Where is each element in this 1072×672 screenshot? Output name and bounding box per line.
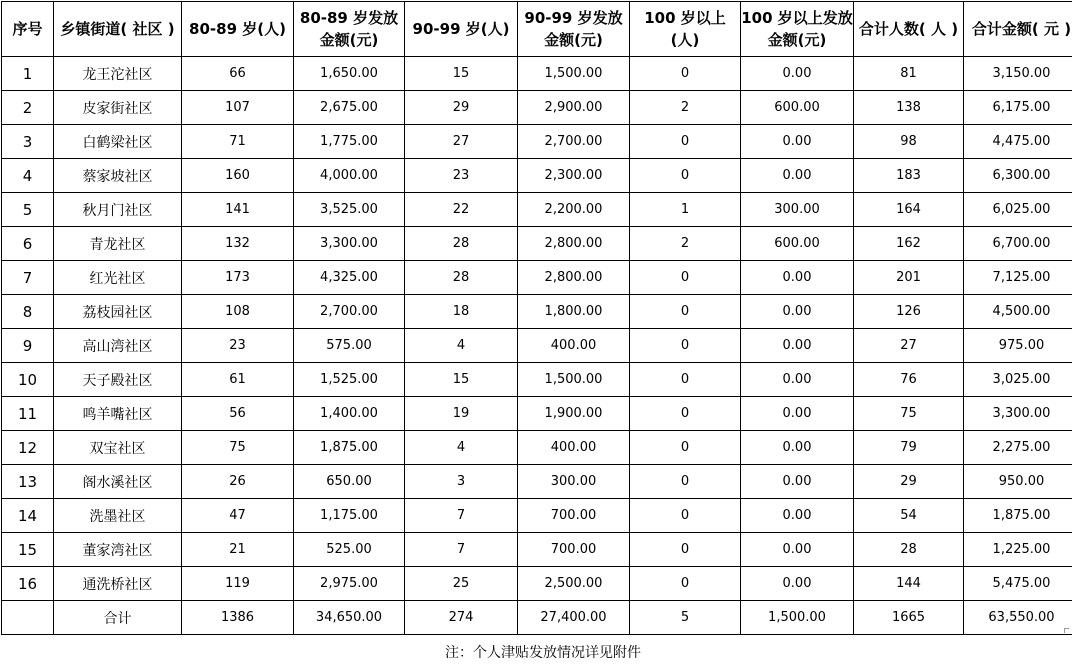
cell-town: 洗墨社区	[54, 499, 182, 533]
cell-amount-90-99: 2,800.00	[518, 227, 630, 261]
cell-count-80-89: 23	[182, 329, 294, 363]
cell-amount-90-99: 700.00	[518, 499, 630, 533]
cell-idx: 8	[2, 295, 54, 329]
cell-amount-80-89: 575.00	[294, 329, 405, 363]
cell-amount-90-99: 2,300.00	[518, 159, 630, 193]
cell-town: 蔡家坡社区	[54, 159, 182, 193]
cell-amount-80-89: 1,775.00	[294, 125, 405, 159]
cell-idx: 9	[2, 329, 54, 363]
cell-idx: 12	[2, 431, 54, 465]
cell-count-100-plus: 0	[630, 261, 741, 295]
cell-total-count: 75	[854, 397, 964, 431]
cell-idx: 10	[2, 363, 54, 397]
table-row	[2, 363, 1072, 397]
cell-amount-80-89: 2,700.00	[294, 295, 405, 329]
cell-count-80-89: 47	[182, 499, 294, 533]
total-row	[2, 601, 1072, 635]
cell-amount-80-89: 3,300.00	[294, 227, 405, 261]
cell-town: 青龙社区	[54, 227, 182, 261]
cell-amount-90-99: 2,500.00	[518, 567, 630, 601]
cell-total-count: 27	[854, 329, 964, 363]
cell-total-count: 98	[854, 125, 964, 159]
cell-town: 皮家街社区	[54, 91, 182, 125]
cell-count-90-99: 27	[405, 125, 518, 159]
cell-idx	[2, 601, 54, 635]
cell-town: 荔枝园社区	[54, 295, 182, 329]
cell-count-80-89: 119	[182, 567, 294, 601]
cell-total-count: 183	[854, 159, 964, 193]
cell-amount-80-89: 4,325.00	[294, 261, 405, 295]
header-total-amount: 合计金额( 元 )	[964, 2, 1072, 57]
table-row	[2, 465, 1072, 499]
cell-amount-100-plus: 0.00	[741, 261, 854, 295]
cell-amount-100-plus: 0.00	[741, 431, 854, 465]
cell-amount-100-plus: 0.00	[741, 295, 854, 329]
cell-amount-80-89: 650.00	[294, 465, 405, 499]
cell-amount-80-89: 525.00	[294, 533, 405, 567]
table-row	[2, 193, 1072, 227]
cell-amount-90-99: 1,500.00	[518, 363, 630, 397]
subsidy-table	[1, 1, 1072, 635]
cell-count-100-plus: 0	[630, 397, 741, 431]
cell-idx: 3	[2, 125, 54, 159]
cell-count-80-89: 108	[182, 295, 294, 329]
cell-total-count: 138	[854, 91, 964, 125]
cell-count-100-plus: 0	[630, 533, 741, 567]
cell-amount-80-89: 3,525.00	[294, 193, 405, 227]
cell-count-80-89: 71	[182, 125, 294, 159]
cell-amount-100-plus: 0.00	[741, 397, 854, 431]
cell-total-count: 79	[854, 431, 964, 465]
cell-town: 合计	[54, 601, 182, 635]
cell-count-80-89: 75	[182, 431, 294, 465]
header-count-100-plus: 100 岁以上(人)	[630, 2, 741, 57]
table-row	[2, 499, 1072, 533]
cell-total-count: 1665	[854, 601, 964, 635]
cell-total-count: 144	[854, 567, 964, 601]
cell-idx: 13	[2, 465, 54, 499]
cell-total-amount: 6,175.00	[964, 91, 1072, 125]
cell-count-100-plus: 0	[630, 363, 741, 397]
cell-total-count: 162	[854, 227, 964, 261]
cell-town: 双宝社区	[54, 431, 182, 465]
cell-count-80-89: 26	[182, 465, 294, 499]
cell-count-90-99: 28	[405, 227, 518, 261]
cell-amount-80-89: 1,175.00	[294, 499, 405, 533]
cell-count-80-89: 132	[182, 227, 294, 261]
cell-total-amount: 975.00	[964, 329, 1072, 363]
cell-amount-90-99: 2,200.00	[518, 193, 630, 227]
cell-total-count: 126	[854, 295, 964, 329]
cell-amount-90-99: 1,500.00	[518, 57, 630, 91]
cell-total-amount: 2,275.00	[964, 431, 1072, 465]
cell-total-count: 54	[854, 499, 964, 533]
cell-amount-100-plus: 0.00	[741, 159, 854, 193]
cell-total-count: 76	[854, 363, 964, 397]
cell-total-count: 28	[854, 533, 964, 567]
cell-count-100-plus: 0	[630, 57, 741, 91]
cell-count-90-99: 15	[405, 57, 518, 91]
cell-town: 通洗桥社区	[54, 567, 182, 601]
footnote: 注：个人津贴发放情况详见附件	[445, 645, 641, 661]
cell-count-90-99: 3	[405, 465, 518, 499]
cell-total-count: 201	[854, 261, 964, 295]
cell-count-90-99: 274	[405, 601, 518, 635]
cell-count-90-99: 23	[405, 159, 518, 193]
header-count-80-89: 80-89 岁(人)	[182, 2, 294, 57]
cell-count-100-plus: 0	[630, 499, 741, 533]
cell-count-90-99: 7	[405, 499, 518, 533]
cell-total-amount: 1,225.00	[964, 533, 1072, 567]
cell-amount-90-99: 2,800.00	[518, 261, 630, 295]
cell-amount-100-plus: 0.00	[741, 465, 854, 499]
cell-total-count: 29	[854, 465, 964, 499]
cell-amount-90-99: 1,900.00	[518, 397, 630, 431]
cell-amount-90-99: 2,700.00	[518, 125, 630, 159]
cell-total-amount: 3,025.00	[964, 363, 1072, 397]
cell-town: 红光社区	[54, 261, 182, 295]
cell-town: 秋月门社区	[54, 193, 182, 227]
cell-amount-80-89: 1,875.00	[294, 431, 405, 465]
cell-town: 白鹤梁社区	[54, 125, 182, 159]
table-row	[2, 567, 1072, 601]
cell-count-80-89: 160	[182, 159, 294, 193]
cell-town: 高山湾社区	[54, 329, 182, 363]
table-row	[2, 533, 1072, 567]
header-amount-100-plus: 100 岁以上发放金额(元)	[741, 2, 854, 57]
cell-count-90-99: 4	[405, 431, 518, 465]
cell-total-amount: 5,475.00	[964, 567, 1072, 601]
cell-count-100-plus: 0	[630, 159, 741, 193]
cell-amount-100-plus: 0.00	[741, 125, 854, 159]
cell-total-count: 81	[854, 57, 964, 91]
cell-count-80-89: 61	[182, 363, 294, 397]
cell-count-90-99: 4	[405, 329, 518, 363]
cell-count-100-plus: 0	[630, 465, 741, 499]
cell-total-amount: 6,700.00	[964, 227, 1072, 261]
cell-count-80-89: 56	[182, 397, 294, 431]
cell-amount-100-plus: 0.00	[741, 57, 854, 91]
cell-idx: 5	[2, 193, 54, 227]
cell-amount-80-89: 1,525.00	[294, 363, 405, 397]
table-row	[2, 227, 1072, 261]
cell-total-amount: 4,500.00	[964, 295, 1072, 329]
header-count-90-99: 90-99 岁(人)	[405, 2, 518, 57]
cell-count-100-plus: 2	[630, 227, 741, 261]
cell-count-80-89: 1386	[182, 601, 294, 635]
cell-amount-80-89: 34,650.00	[294, 601, 405, 635]
cell-total-amount: 3,150.00	[964, 57, 1072, 91]
cell-amount-100-plus: 1,500.00	[741, 601, 854, 635]
table-row	[2, 159, 1072, 193]
table-row	[2, 57, 1072, 91]
cell-total-amount: 4,475.00	[964, 125, 1072, 159]
cell-idx: 6	[2, 227, 54, 261]
table-row	[2, 329, 1072, 363]
cell-amount-100-plus: 0.00	[741, 567, 854, 601]
cell-amount-100-plus: 0.00	[741, 363, 854, 397]
table-row	[2, 397, 1072, 431]
cell-count-100-plus: 0	[630, 295, 741, 329]
header-total-count: 合计人数( 人 )	[854, 2, 964, 57]
cell-amount-100-plus: 300.00	[741, 193, 854, 227]
table-row	[2, 431, 1072, 465]
cell-total-amount: 6,025.00	[964, 193, 1072, 227]
cell-count-90-99: 15	[405, 363, 518, 397]
cell-total-amount: 950.00	[964, 465, 1072, 499]
cell-amount-90-99: 400.00	[518, 329, 630, 363]
cell-amount-80-89: 1,650.00	[294, 57, 405, 91]
header-amount-90-99: 90-99 岁发放金额(元)	[518, 2, 630, 57]
cell-amount-80-89: 1,400.00	[294, 397, 405, 431]
cell-idx: 14	[2, 499, 54, 533]
table-row	[2, 91, 1072, 125]
cell-count-90-99: 7	[405, 533, 518, 567]
header-row	[2, 2, 1072, 57]
cell-amount-90-99: 27,400.00	[518, 601, 630, 635]
table-row	[2, 125, 1072, 159]
corner-mark	[1064, 628, 1069, 633]
cell-total-amount: 7,125.00	[964, 261, 1072, 295]
cell-idx: 1	[2, 57, 54, 91]
cell-count-80-89: 66	[182, 57, 294, 91]
cell-amount-90-99: 400.00	[518, 431, 630, 465]
cell-count-90-99: 19	[405, 397, 518, 431]
cell-total-count: 164	[854, 193, 964, 227]
table-row	[2, 295, 1072, 329]
cell-amount-100-plus: 0.00	[741, 533, 854, 567]
cell-count-100-plus: 0	[630, 567, 741, 601]
cell-count-80-89: 173	[182, 261, 294, 295]
cell-total-amount: 63,550.00	[964, 601, 1072, 635]
cell-count-90-99: 18	[405, 295, 518, 329]
cell-idx: 2	[2, 91, 54, 125]
cell-idx: 16	[2, 567, 54, 601]
cell-total-amount: 6,300.00	[964, 159, 1072, 193]
header-amount-80-89: 80-89 岁发放金额(元)	[294, 2, 405, 57]
cell-amount-100-plus: 0.00	[741, 329, 854, 363]
cell-count-80-89: 21	[182, 533, 294, 567]
cell-amount-90-99: 300.00	[518, 465, 630, 499]
cell-amount-90-99: 700.00	[518, 533, 630, 567]
cell-idx: 11	[2, 397, 54, 431]
cell-count-100-plus: 2	[630, 91, 741, 125]
cell-amount-90-99: 2,900.00	[518, 91, 630, 125]
cell-amount-100-plus: 600.00	[741, 91, 854, 125]
cell-town: 龙王沱社区	[54, 57, 182, 91]
cell-count-100-plus: 0	[630, 431, 741, 465]
cell-town: 董家湾社区	[54, 533, 182, 567]
cell-amount-80-89: 4,000.00	[294, 159, 405, 193]
cell-count-90-99: 22	[405, 193, 518, 227]
header-town: 乡镇街道( 社区 )	[54, 2, 182, 57]
cell-amount-100-plus: 600.00	[741, 227, 854, 261]
cell-amount-80-89: 2,675.00	[294, 91, 405, 125]
cell-total-amount: 3,300.00	[964, 397, 1072, 431]
cell-idx: 7	[2, 261, 54, 295]
cell-count-80-89: 141	[182, 193, 294, 227]
cell-count-90-99: 28	[405, 261, 518, 295]
header-idx: 序号	[2, 2, 54, 57]
cell-idx: 15	[2, 533, 54, 567]
cell-idx: 4	[2, 159, 54, 193]
cell-amount-90-99: 1,800.00	[518, 295, 630, 329]
cell-count-90-99: 29	[405, 91, 518, 125]
cell-town: 天子殿社区	[54, 363, 182, 397]
cell-count-90-99: 25	[405, 567, 518, 601]
cell-amount-80-89: 2,975.00	[294, 567, 405, 601]
cell-count-100-plus: 5	[630, 601, 741, 635]
cell-count-100-plus: 1	[630, 193, 741, 227]
cell-count-100-plus: 0	[630, 329, 741, 363]
cell-town: 阁水溪社区	[54, 465, 182, 499]
table-row	[2, 261, 1072, 295]
cell-amount-100-plus: 0.00	[741, 499, 854, 533]
cell-total-amount: 1,875.00	[964, 499, 1072, 533]
cell-count-80-89: 107	[182, 91, 294, 125]
cell-town: 鸣羊嘴社区	[54, 397, 182, 431]
cell-count-100-plus: 0	[630, 125, 741, 159]
